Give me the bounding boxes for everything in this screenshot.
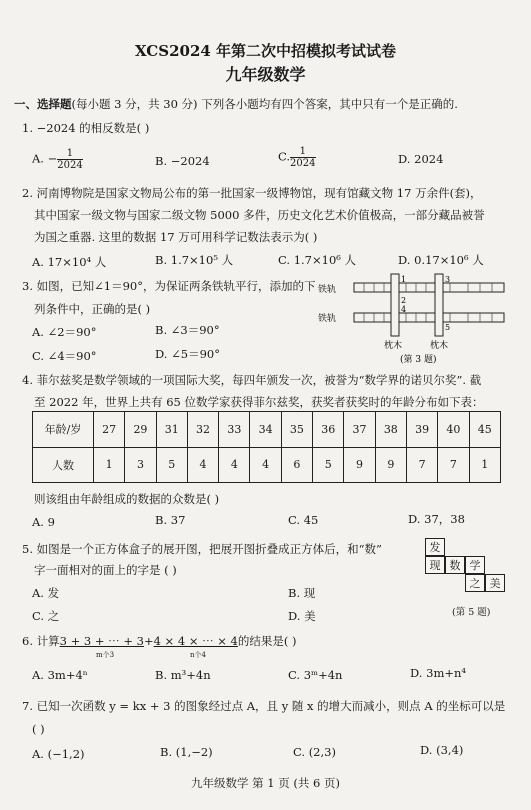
q3-option-d: D. ∠5＝90° [155,347,220,361]
q3-line1: 3. 如图，已知∠1＝90°，为保证两条铁轨平行，添加的下 [22,279,316,293]
rail-top [354,283,504,292]
age-table [32,411,501,483]
net-face: 美 [485,574,505,592]
q6-option-d: D. 3m+n⁴ [410,666,466,680]
age-row [33,412,501,448]
count-cell: 1 [469,447,500,483]
q6-stem: 6. 计算3 + 3 + ⋯ + 3+4 × 4 × ⋯ × 4的结果是( ) [22,634,297,648]
fig-tie-label-2: 枕木 [430,341,449,351]
q3-option-a: A. ∠2＝90° [32,325,97,339]
q6-option-b: B. m³+4n [155,668,211,682]
count-cell: 4 [250,447,281,483]
fig-angle-4: 4 [401,305,407,314]
age-cell: 39 [406,412,437,448]
q2-line2: 其中国家一级文物与国家二级文物 5000 多件，历史文化艺术价值极高，一部分藏品被誉 [34,208,485,222]
q6-sum: 3 + 3 + ⋯ + 3 [59,634,144,648]
q7-option-a: A. (−1,2) [32,747,85,761]
q4-line1: 4. 菲尔兹奖是数学领域的一项国际大奖，每四年颁发一次，被誉为“数学界的诺贝尔奖”. 截 [22,373,482,387]
q5-line2: 字一面相对的面上的字是 ( ) [34,563,177,577]
exam-title: XCS2024 年第二次中招模拟考试试卷 [134,42,397,60]
age-cell: 45 [469,412,500,448]
count-cell: 5 [156,447,187,483]
q6-product: 4 × 4 × ⋯ × 4 [153,634,238,648]
fig-angle-5: 5 [445,323,451,332]
age-cell: 34 [250,412,281,448]
fig-angle-1: 1 [401,275,407,284]
q2-option-b: B. 1.7×10⁵ 人 [155,253,234,267]
section-heading [14,96,458,112]
q1-option-c: C. $\frac{1}{2024}$ [278,146,316,169]
q7-option-b: B. (1,−2) [160,745,213,759]
fig-rail-label-1: 铁轨 [318,285,337,295]
age-cell: 32 [187,412,218,448]
q6-option-c: C. 3ᵐ+4n [288,668,343,682]
page-footer: 九年级数学 第 1 页 (共 6 页) [190,776,341,790]
q7-option-c: C. (2,3) [293,745,336,759]
q7-line2: ( ) [32,722,45,736]
age-cell: 40 [438,412,469,448]
fig-angle-3: 3 [445,275,451,284]
net-face: 学 [465,556,485,574]
rail-figure [318,270,518,370]
section-title: 一、选择题 [14,97,72,111]
tie-left [391,274,399,336]
tie-right [435,274,443,336]
count-cell: 9 [375,447,406,483]
age-cell: 36 [313,412,344,448]
rail-ticks [364,283,492,322]
age-cell: 31 [156,412,187,448]
fig-tie-label-1: 枕木 [384,341,403,351]
count-cell: 4 [219,447,250,483]
q4-option-d: D. 37，38 [408,512,465,526]
net-face: 现 [425,556,445,574]
count-row [33,447,501,483]
section-note: (每小题 3 分，共 30 分) 下列各小题均有四个答案，其中只有一个是正确的. [71,97,458,111]
count-cell: 9 [344,447,375,483]
age-cell: 37 [344,412,375,448]
count-cell: 7 [438,447,469,483]
q4-option-c: C. 45 [288,513,319,527]
q1-stem: 1. −2024 的相反数是( ) [22,121,150,135]
fig-caption: (第 3 题) [400,355,437,365]
q3-option-b: B. ∠3＝90° [155,323,220,337]
q7-line1: 7. 已知一次函数 y = kx + 3 的图象经过点 A，且 y 随 x 的增大而减小，则点 A 的坐标可以是 [22,699,506,713]
q5-option-d: D. 美 [288,609,316,623]
q5-option-c: C. 之 [32,609,60,623]
age-cell: 29 [125,412,156,448]
q1-option-b: B. −2024 [155,154,210,168]
q1-option-a: A. − $\frac{1}{2024}$ [32,148,83,171]
age-cell: 33 [219,412,250,448]
q5-fig-caption: (第 5 题) [452,607,491,618]
q5-line1: 5. 如图是一个正方体盒子的展开图，把展开图折叠成正方体后，和“数” [22,542,382,556]
q6-prod-count: n个4 [190,651,206,659]
fig-rail-label-2: 铁轨 [318,314,337,324]
count-cell: 4 [187,447,218,483]
q7-option-d: D. (3,4) [420,743,464,757]
count-cell: 3 [125,447,156,483]
count-cell: 1 [94,447,125,483]
q2-line3: 为国之重器. 这里的数据 17 万可用科学记数法表示为( ) [34,230,318,244]
age-cell: 35 [281,412,312,448]
age-row-label: 年龄/岁 [33,412,94,448]
age-cell: 38 [375,412,406,448]
net-face: 发 [425,538,445,556]
q1-option-d: D. 2024 [398,152,444,166]
net-face: 数 [445,556,465,574]
q4-line3: 则该组由年龄组成的数据的众数是( ) [34,492,220,506]
q2-option-d: D. 0.17×10⁶ 人 [398,253,484,267]
net-face: 之 [465,574,485,592]
exam-subtitle: 九年级数学 [225,65,306,84]
q2-option-a: A. 17×10⁴ 人 [32,255,107,269]
q3-line2: 列条件中，正确的是( ) [34,302,151,316]
q2-option-c: C. 1.7×10⁶ 人 [278,253,357,267]
q5-option-b: B. 现 [288,586,316,600]
count-cell: 6 [281,447,312,483]
q4-line2: 至 2022 年，世界上共有 65 位数学家获得菲尔兹奖，获奖者获奖时的年龄分布如下表： [34,395,484,409]
q2-line1: 2. 河南博物院是国家文物局公布的第一批国家一级博物馆，现有馆藏文物 17 万余件(套)， [22,186,482,200]
q6-option-a: A. 3m+4ⁿ [32,668,88,682]
count-cell: 7 [406,447,437,483]
fig-angle-2: 2 [401,296,407,305]
q5-option-a: A. 发 [32,586,60,600]
q4-option-b: B. 37 [155,513,186,527]
q4-option-a: A. 9 [32,515,55,529]
q3-option-c: C. ∠4＝90° [32,349,97,363]
q6-sum-count: m个3 [96,651,115,659]
age-cell: 27 [94,412,125,448]
count-cell: 5 [313,447,344,483]
rail-bottom [354,313,504,322]
count-row-label: 人数 [33,447,94,483]
